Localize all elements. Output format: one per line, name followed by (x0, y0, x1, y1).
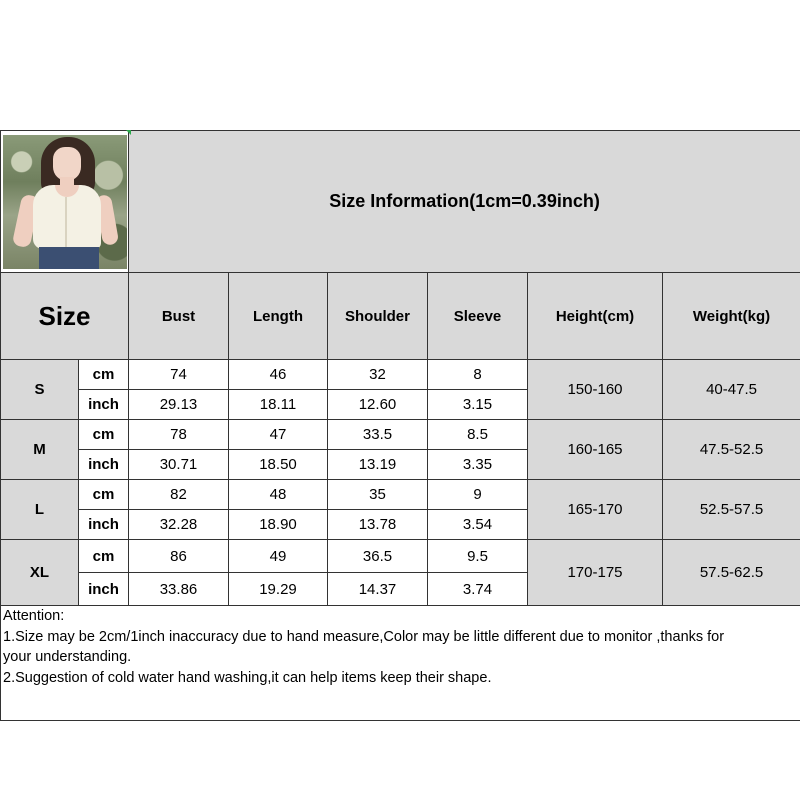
unit-label: cm (79, 360, 129, 390)
sleeve-value: 9 (428, 480, 528, 510)
shoulder-value: 32 (328, 360, 428, 390)
shoulder-value: 12.60 (328, 390, 428, 420)
length-value: 18.50 (229, 450, 328, 480)
height-header: Height(cm) (528, 273, 663, 360)
bust-value: 82 (129, 480, 229, 510)
sleeve-value: 3.15 (428, 390, 528, 420)
height-value: 170-175 (528, 540, 663, 606)
bust-value: 74 (129, 360, 229, 390)
size-chart (0, 130, 800, 731)
height-value: 150-160 (528, 360, 663, 420)
shoulder-value: 33.5 (328, 420, 428, 450)
weight-header: Weight(kg) (663, 273, 800, 360)
size-label: XL (1, 540, 79, 606)
unit-label: cm (79, 480, 129, 510)
unit-label: inch (79, 390, 129, 420)
bust-value: 30.71 (129, 450, 229, 480)
product-photo-cell (1, 131, 129, 273)
attention-heading: Attention: (3, 608, 65, 624)
table-row (1, 480, 800, 510)
unit-label: inch (79, 450, 129, 480)
unit-label: cm (79, 420, 129, 450)
table-row (1, 540, 800, 573)
size-label: L (1, 480, 79, 540)
weight-value: 57.5-62.5 (663, 540, 800, 606)
bust-value: 78 (129, 420, 229, 450)
attention-notes (1, 606, 800, 721)
weight-value: 52.5-57.5 (663, 480, 800, 540)
title-cell (129, 131, 800, 273)
size-table (0, 130, 800, 721)
attention-note-1-cont: your understanding. (3, 649, 132, 665)
bust-header: Bust (129, 273, 229, 360)
table-row (1, 360, 800, 390)
unit-label: inch (79, 573, 129, 606)
bust-value: 32.28 (129, 510, 229, 540)
weight-value: 40-47.5 (663, 360, 800, 420)
length-value: 49 (229, 540, 328, 573)
sleeve-value: 9.5 (428, 540, 528, 573)
shoulder-value: 36.5 (328, 540, 428, 573)
length-value: 19.29 (229, 573, 328, 606)
page-title: Size Information(1cm=0.39inch) (329, 191, 600, 211)
shoulder-value: 13.19 (328, 450, 428, 480)
height-value: 165-170 (528, 480, 663, 540)
bust-value: 33.86 (129, 573, 229, 606)
table-row (1, 420, 800, 450)
product-photo (3, 135, 127, 269)
sleeve-value: 8.5 (428, 420, 528, 450)
sleeve-value: 3.54 (428, 510, 528, 540)
bust-value: 29.13 (129, 390, 229, 420)
length-value: 18.90 (229, 510, 328, 540)
length-value: 47 (229, 420, 328, 450)
length-value: 48 (229, 480, 328, 510)
unit-label: cm (79, 540, 129, 573)
corner-marker-icon (126, 130, 131, 135)
length-value: 18.11 (229, 390, 328, 420)
shoulder-header: Shoulder (328, 273, 428, 360)
bust-value: 86 (129, 540, 229, 573)
attention-note-2: 2.Suggestion of cold water hand washing,it can help items keep their shape. (3, 669, 492, 686)
shoulder-value: 35 (328, 480, 428, 510)
shoulder-value: 13.78 (328, 510, 428, 540)
sleeve-value: 3.74 (428, 573, 528, 606)
sleeve-value: 3.35 (428, 450, 528, 480)
sleeve-value: 8 (428, 360, 528, 390)
sleeve-header: Sleeve (428, 273, 528, 360)
size-header: Size (1, 273, 129, 360)
size-label: S (1, 360, 79, 420)
attention-note-1: 1.Size may be 2cm/1inch inaccuracy due to hand measure,Color may be little different due to monitor ,thanks for (3, 628, 725, 645)
unit-label: inch (79, 510, 129, 540)
height-value: 160-165 (528, 420, 663, 480)
length-value: 46 (229, 360, 328, 390)
size-label: M (1, 420, 79, 480)
length-header: Length (229, 273, 328, 360)
shoulder-value: 14.37 (328, 573, 428, 606)
weight-value: 47.5-52.5 (663, 420, 800, 480)
